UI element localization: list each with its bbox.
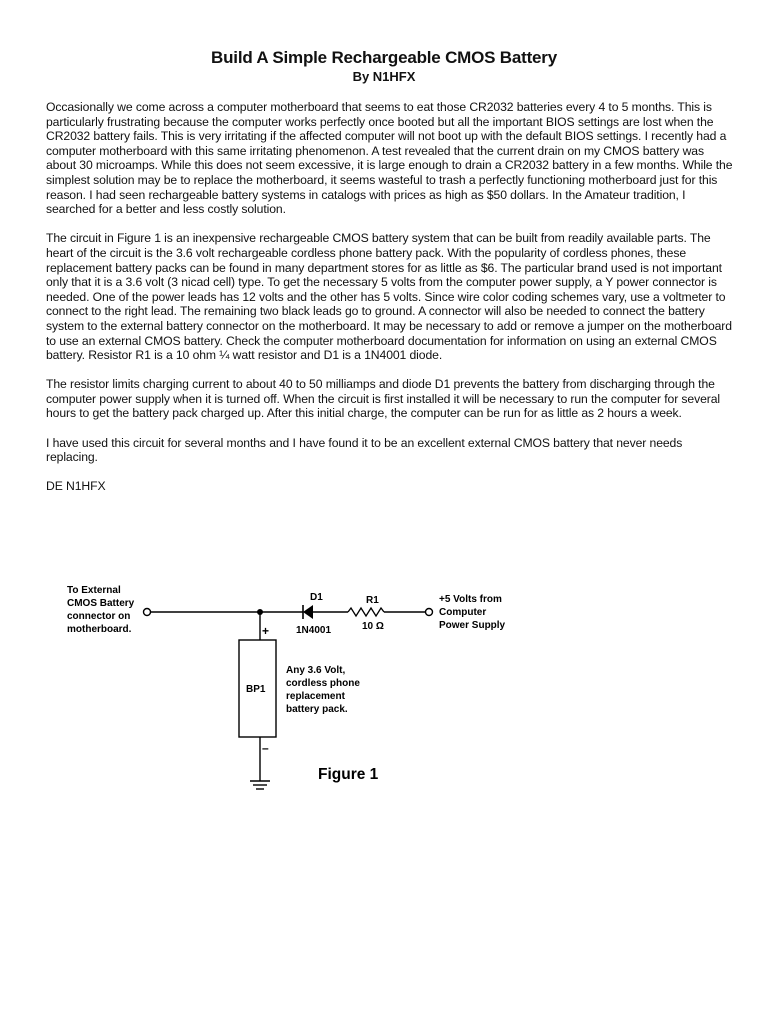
battery-note-line: Any 3.6 Volt, xyxy=(286,665,346,676)
circuit-diagram xyxy=(0,570,768,810)
document-author: By N1HFX xyxy=(352,69,416,84)
paragraph-signoff: DE N1HFX xyxy=(46,479,106,494)
right-terminal xyxy=(426,609,433,616)
left-terminal-label-line: motherboard. xyxy=(67,624,132,635)
article-body xyxy=(46,100,736,509)
battery-note-line: cordless phone xyxy=(286,678,360,689)
battery-name: BP1 xyxy=(246,684,266,695)
right-terminal-label-line: +5 Volts from xyxy=(439,594,502,605)
paragraph-intro: Occasionally we come across a computer motherboard that seems to eat those CR2032 batteries every 4 to 5 months. This is particularly frustrating because the computer works perfectly once booted but all the important BIOS settings are lost when the CR2032 battery fails. This is very irritating if the affected computer will not boot up with the default BIOS settings. I recently had a computer motherboard with this same irritating phenomenon. A test revealed that the current drain on my CMOS battery was about 30 microamps. While this does not seem excessive, it is large enough to drain a CR2032 battery in a few months. While the simplest solution may be to replace the motherboard, it seems wasteful to trash a perfectly functioning motherboard just for this reason. I had seen rechargeable battery systems in catalogs with prices as high as $50 dollars. In the Amateur tradition, I searched for a better and less costly solution. xyxy=(46,100,733,217)
resistor-value: 10 Ω xyxy=(362,621,384,632)
resistor-icon xyxy=(348,608,384,616)
paragraph-circuit: The circuit in Figure 1 is an inexpensive rechargeable CMOS battery system that can be built from readily available parts. The heart of the circuit is the 3.6 volt rechargeable cordless phone battery pack. With the popularity of cordless phones, these replacement battery packs can be found in many department stores for as little as $6. The particular brand used is not important only that it is a 3.6 volt (3 nicad cell) type. To get the necessary 5 volts from the computer power supply, a Y power connector is needed. One of the power leads has 12 volts and the other has 5 volts. Since wire color coding schemes vary, use a voltmeter to connect to the right lead. The remaining two black leads go to ground. A connector will also be needed to connect the battery system to the external battery connector on the motherboard. It may be necessary to add or remove a jumper on the motherboard to use an external CMOS battery. Check the computer motherboard documentation for information on using an external CMOS battery. Resistor R1 is a 10 ohm ¼ watt resistor and D1 is a 1N4001 diode. xyxy=(46,231,732,363)
battery-plus-sign: + xyxy=(262,624,270,638)
diode-part: 1N4001 xyxy=(296,625,332,636)
left-terminal-label-line: CMOS Battery xyxy=(67,598,135,609)
battery-note-line: replacement xyxy=(286,691,345,702)
right-terminal-label-line: Power Supply xyxy=(439,620,506,631)
diode-icon xyxy=(303,605,313,619)
figure-caption: Figure 1 xyxy=(318,766,379,783)
battery-note-line: battery pack. xyxy=(286,704,348,715)
paragraph-resistor: The resistor limits charging current to about 40 to 50 milliamps and diode D1 prevents the battery from discharging through the computer power supply when it is turned off. When the circuit is first installed it will be necessary to run the computer for several hours to get the battery pack charged up. After this initial charge, the computer can be run for as little as 2 hours a week. xyxy=(46,377,721,421)
ground-icon xyxy=(250,781,270,789)
paragraph-conclusion: I have used this circuit for several months and I have found it to be an excellent external CMOS battery that never needs replacing. xyxy=(46,435,683,465)
resistor-name: R1 xyxy=(366,595,379,606)
diode-name: D1 xyxy=(310,592,323,603)
battery-minus-sign: – xyxy=(262,741,269,755)
left-terminal xyxy=(144,609,151,616)
right-terminal-label-line: Computer xyxy=(439,607,487,618)
document-title: Build A Simple Rechargeable CMOS Battery xyxy=(211,48,557,67)
left-terminal-label-line: connector on xyxy=(67,611,131,622)
left-terminal-label-line: To External xyxy=(67,585,121,596)
